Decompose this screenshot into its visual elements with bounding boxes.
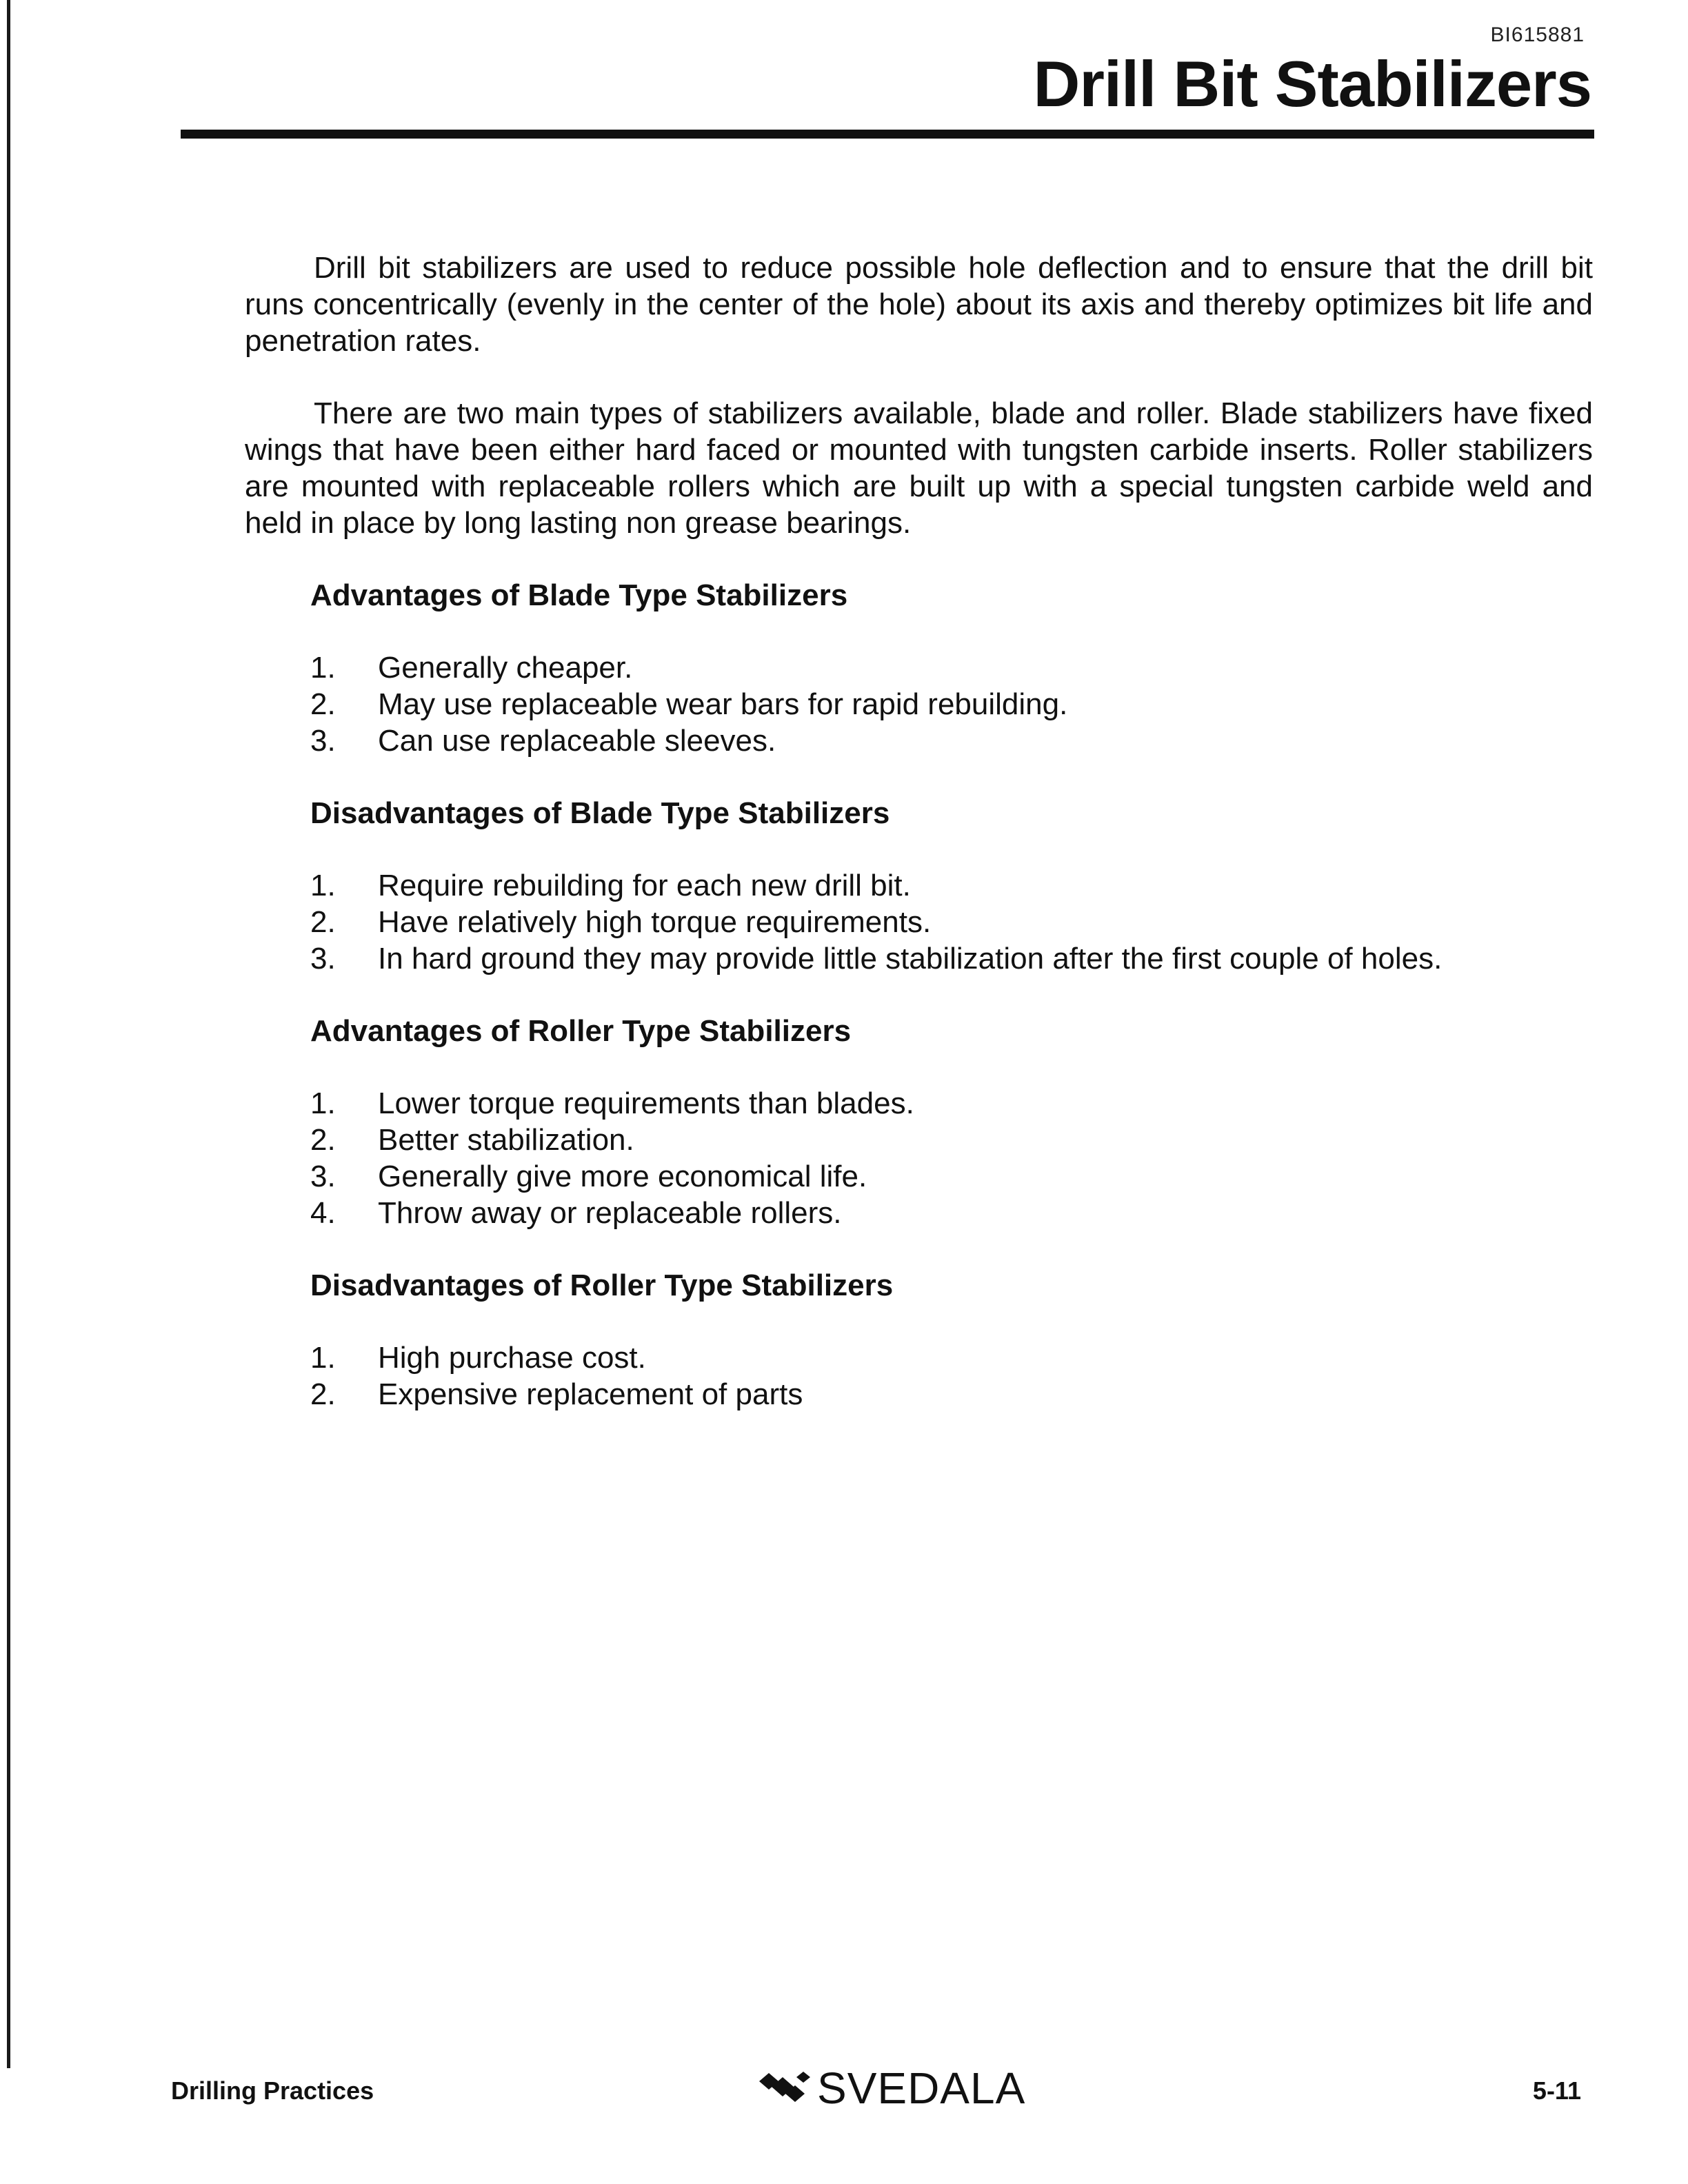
logo-wordmark: SVEDALA <box>817 2063 1026 2113</box>
numbered-list <box>310 867 1593 977</box>
item-number: 2. <box>310 905 336 939</box>
item-text: Lower torque requirements than blades. <box>378 1086 914 1120</box>
types-paragraph: There are two main types of stabilizers available, blade and roller. Blade stabilizers have fixed wings that have been either hard faced or mounted with tungsten carbide inserts. Roller stabilizers are mounted with replaceable rollers which are built up with a special tungsten carbide weld and held in place by long lasting non grease bearings. <box>245 396 1593 540</box>
item-number: 1. <box>310 651 336 685</box>
section-heading: Disadvantages of Blade Type Stabilizers <box>310 796 890 830</box>
item-number: 3. <box>310 724 336 758</box>
svedala-logo <box>755 2063 1025 2114</box>
item-text: May use replaceable wear bars for rapid rebuilding. <box>378 687 1068 721</box>
item-number: 2. <box>310 687 336 721</box>
section-roller-disadvantages <box>310 1267 1593 1413</box>
item-number: 1. <box>310 869 336 902</box>
item-text: Can use replaceable sleeves. <box>378 724 776 758</box>
item-text: In hard ground they may provide little stabilization after the first couple of holes. <box>378 942 1443 975</box>
page-number: 5-11 <box>1532 2076 1581 2105</box>
list-item <box>310 1085 1593 1122</box>
list-item <box>310 1376 1593 1413</box>
section-blade-advantages <box>310 577 1593 759</box>
item-text: Generally cheaper. <box>378 651 633 685</box>
list-item <box>310 686 1593 722</box>
section-heading: Advantages of Blade Type Stabilizers <box>310 578 848 612</box>
item-text: Require rebuilding for each new drill bit. <box>378 869 911 902</box>
section-heading: Advantages of Roller Type Stabilizers <box>310 1014 852 1048</box>
section-roller-advantages <box>310 1013 1593 1231</box>
item-number: 1. <box>310 1341 336 1375</box>
item-text: Expensive replacement of parts <box>378 1377 803 1411</box>
section-heading: Disadvantages of Roller Type Stabilizers <box>310 1268 894 1302</box>
item-text: High purchase cost. <box>378 1341 646 1375</box>
list-item <box>310 1339 1593 1376</box>
document-id: BI615881 <box>1490 23 1585 46</box>
list-item <box>310 867 1593 904</box>
list-item <box>310 904 1593 940</box>
list-item <box>310 649 1593 686</box>
item-number: 3. <box>310 942 336 975</box>
main-content <box>245 250 1593 1448</box>
svedala-diamond-icon <box>755 2070 814 2106</box>
item-text: Better stabilization. <box>378 1123 634 1157</box>
list-item <box>310 722 1593 759</box>
item-number: 3. <box>310 1160 336 1193</box>
page-title: Drill Bit Stabilizers <box>1033 48 1591 120</box>
numbered-list <box>310 649 1593 759</box>
numbered-list <box>310 1085 1593 1231</box>
list-item <box>310 1158 1593 1195</box>
list-item <box>310 940 1593 977</box>
section-blade-disadvantages <box>310 795 1593 977</box>
list-item <box>310 1122 1593 1158</box>
item-text: Generally give more economical life. <box>378 1160 867 1193</box>
item-number: 2. <box>310 1377 336 1411</box>
title-underline-rule <box>181 130 1594 139</box>
item-number: 4. <box>310 1196 336 1230</box>
item-number: 1. <box>310 1086 336 1120</box>
list-item <box>310 1195 1593 1231</box>
item-text: Throw away or replaceable rollers. <box>378 1196 842 1230</box>
item-text: Have relatively high torque requirements. <box>378 905 932 939</box>
intro-paragraph: Drill bit stabilizers are used to reduce possible hole deflection and to ensure that the drill bit runs concentrically (evenly in the center of the hole) about its axis and thereby optimizes bit life and penetration rates. <box>245 251 1593 358</box>
left-margin-rule <box>7 0 10 2068</box>
item-number: 2. <box>310 1123 336 1157</box>
footer-section-name: Drilling Practices <box>171 2076 374 2105</box>
numbered-list <box>310 1339 1593 1413</box>
